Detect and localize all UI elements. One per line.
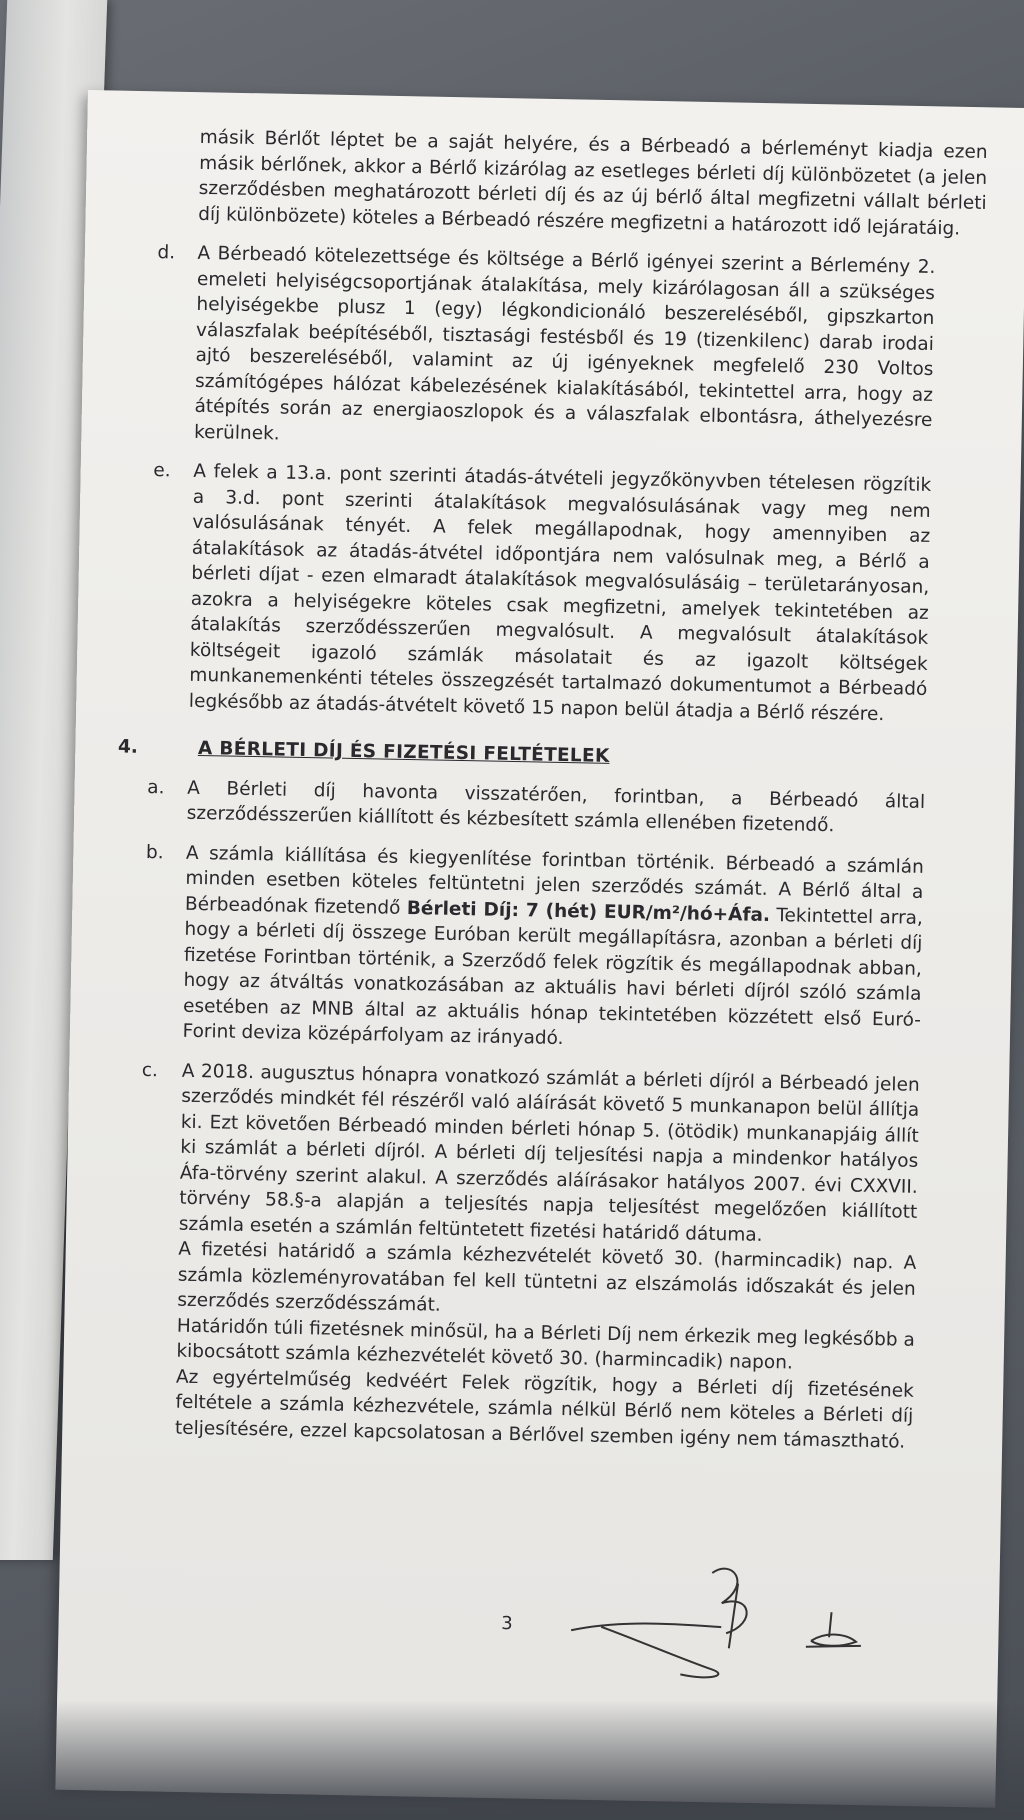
initials-mark bbox=[800, 1607, 871, 1668]
page-content bbox=[20, 122, 988, 1699]
signature-mark bbox=[560, 1560, 783, 1714]
item-letter: d. bbox=[157, 242, 176, 264]
text-part: A számla kiállítása és kiegyenlítése forintban történik. Bérbeadó a számlán minden esetben köteles feltüntetni jelen szerződés számát. A Bérlő által a Bérbeadónak fizetendő bbox=[184, 842, 925, 919]
text-part: Tekintettel arra, hogy a bérleti díj összege Euróban került megállapításra, azonban a bérleti díj fizetése Forintban történik, a Szerződő felek rögzítik és megállapodnak abban, hogy az átváltás vonatkozásában az aktuális havi bérleti díjról szóló számla esetében az MNB által az aktuális hónap tekintetében közzétett első Euró-Forint deviza középárfolyam az irányadó. bbox=[182, 904, 924, 1050]
continuation-paragraph: másik Bérlőt léptet be a saját helyére, és a Bérbeadó a bérleményt kiadja ezen másik bérlőnek, akkor a Bérlő kizárólag az esetleges bérleti díj különbözetet (a jelen szerződésben meghatározott bérleti díj és az új bérlő által megfizetni vállalt bérleti díj különbözete) köteles a Bérbeadó részére megfizetni a határozott idő lejáratáig. bbox=[198, 126, 988, 239]
item-letter: e. bbox=[153, 460, 171, 482]
item-text bbox=[182, 840, 924, 1058]
section-heading bbox=[38, 733, 926, 776]
page-number: 3 bbox=[501, 1612, 513, 1635]
item-text: A Bérleti díj havonta visszatérően, forintban, a Bérbeadó által szerződésszerűen kiállított és kézbesített számla ellenében fizetendő. bbox=[186, 777, 926, 837]
list-item-b bbox=[32, 837, 924, 1058]
bottom-shadow bbox=[0, 1700, 1024, 1820]
item-letter: b. bbox=[145, 841, 164, 863]
item-text: A felek a 13.a. pont szerinti átadás-átvételi jegyzőkönyvben tételesen rögzítik a 3.d. pont szerinti átalakítások megvalósulásának vagy meg nem valósulásának tényét. A felek megállapodnak, hogy amennyiben az átalakítások az átadás-átvétel időpontjára nem valósulnak meg, a Bérlő a bérleti díjat - ezen elmaradt átalakítások megvalósulásáig – területarányosan, azokra a helyiségekre köteles csak megfizetni, amelyek tekintetében az átalakítás szerződésszerűen megvalósult. A megvalósult átalakítások költségeit igazoló számlák másolatait és az igazolt költségek munkanemenkénti tételes összegzését tartalmazó dokumentumot a Bérbeadó legkésőbb az átadás-átvételt követő 15 napon belül átadja a Bérlő részére. bbox=[188, 460, 932, 725]
paragraph: A fizetési határidő a számla kézhezvételét követő 30. (harmincadik) nap. A számla közleményrovatában fel kell tüntetni az elszámolás időszakát és jelen szerződés szerződésszámát. bbox=[177, 1238, 917, 1316]
paragraph: Az egyértelműség kedvéért Felek rögzítik, hogy a Bérleti díj fizetésének feltétele a számla kézhezvétele, számla nélkül Bérlő nem köteles a Bérleti díj teljesítésére, ezzel kapcsolatosan a Bérlővel szemben igény nem támasztható. bbox=[174, 1366, 915, 1453]
list-item-c bbox=[25, 1055, 920, 1454]
list-item-a bbox=[37, 772, 926, 840]
item-text: A Bérbeadó kötelezettsége és költsége a Bérlő igényei szerint a Bérlemény 2. emeleti helyiségcsoportjának átalakítása, mely kizárólagosan áll a szükséges helyiségekbe plusz 1 (egy) légkondicionáló beszereléséből, gipszkarton válaszfalak beépítéséből, tisztasági festésből és 19 (tizenkilenc) darab irodai ajtó beszereléséből, valamint az új igényeknek megfelelő 230 Voltos számítógépes hálózat kábelezésének kialakításából, tekintettel arra, hogy az átépítés során az energiaoszlopok és a válaszfalak elbontásra, áthelyezésre kerülnek. bbox=[193, 242, 936, 444]
list-item-e bbox=[39, 456, 932, 728]
rent-amount: Bérleti Díj: 7 (hét) EUR/m²/hó+Áfa. bbox=[406, 897, 771, 926]
section-number: 4. bbox=[117, 736, 139, 758]
list-item-d bbox=[44, 238, 936, 459]
item-text bbox=[175, 1058, 920, 1455]
item-letter: c. bbox=[141, 1059, 159, 1081]
paragraph: A 2018. augusztus hónapra vonatkozó számlát a bérleti díjról a Bérbeadó jelen szerződés mindkét fél részéről való aláírását követő 5 munkanapon belül állítja ki. Ezt követően Bérbeadó minden bérleti hónap 5. (ötödik) munkanapjáig állít ki számlát a bérleti díjról. A bérleti díj teljesítési napja a mindenkor hatályos Áfa-törvény szerint alakul. A szerződés aláírásakor hatályos 2007. évi CXXVII. törvény 58.§-a alapján a teljesítés napja teljesítést megelőzően kiállított számla esetén a számlán feltüntetett fizetési határidő dátuma. bbox=[178, 1060, 920, 1246]
section-title: A BÉRLETI DÍJ ÉS FIZETÉSI FELTÉTELEK bbox=[197, 737, 610, 767]
item-letter: a. bbox=[147, 776, 165, 798]
paragraph: Határidőn túli fizetésnek minősül, ha a Bérleti Díj nem érkezik meg legkésőbb a kibocsátott számla kézhezvételét követő 30. (harmincadik) napon. bbox=[176, 1315, 915, 1374]
